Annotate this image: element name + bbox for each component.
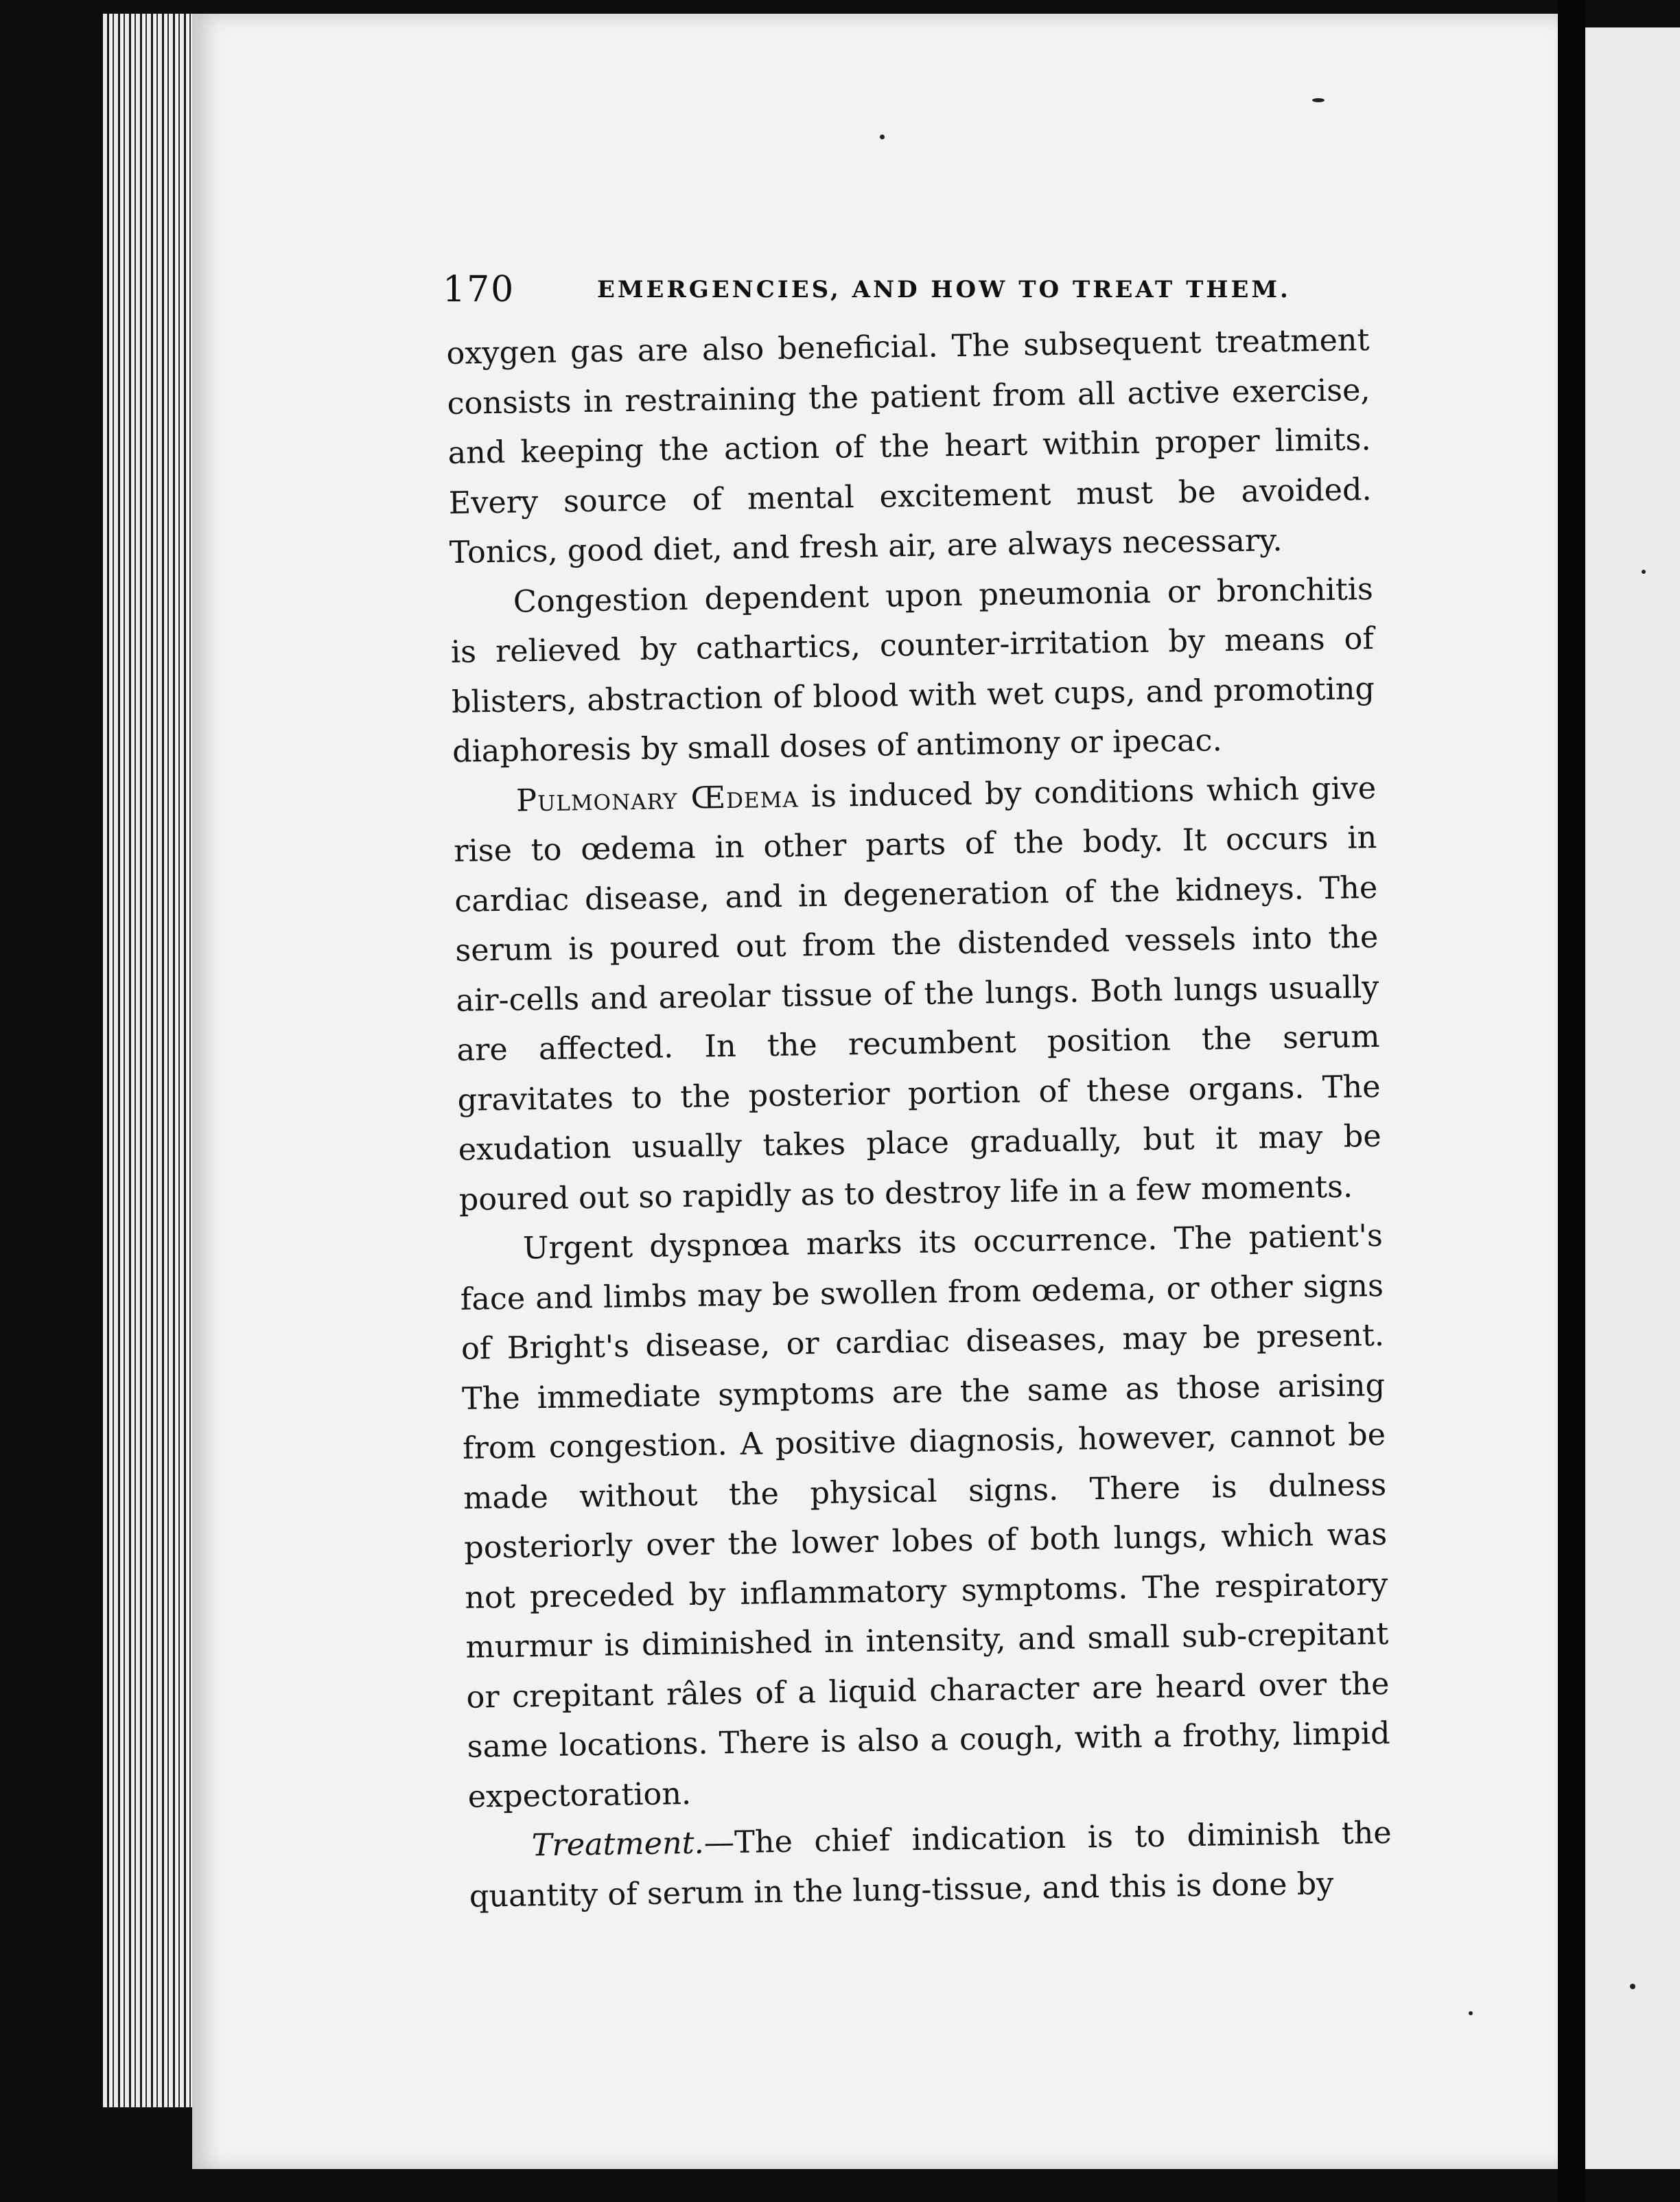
running-header [443, 269, 1362, 317]
paragraph: Congestion dependent upon pneumonia or bronchitis is relieved by cathartics, counter-irritation by means of blisters, abstraction of blood with wet cups, and promoting diaphoresis by small doses of antimony or ipecac. [450, 571, 1375, 769]
paragraph-text: is induced by conditions which give rise to œdema in other parts of the body. It occurs in cardiac disease, and in degeneration of the kidneys. The serum is poured out from the distended vessels into the air-cells and areolar tissue of the lungs. Both lungs usually are affected. In the recumbent position the serum gravitates to the posterior portion of these organs. The exudation usually takes place gradually, but it may be poured out so rapidly as to destroy life in a few moments. [453, 770, 1381, 1218]
paragraph: Urgent dyspnœa marks its occurrence. The patient's face and limbs may be swollen from œdema, or other signs of Bright's disease, or cardiac diseases, may be present. The immediate symptoms are the same as those arising from congestion. A positive diagnosis, however, cannot be made without the physical signs. There is dulness posteriorly over the lower lobes of both lungs, which was not preceded by inflammatory symptoms. The respiratory murmur is diminished in intensity, and small sub-crepitant or crepitant râles of a liquid character are heard over the same locations. There is also a cough, with a frothy, limpid expectoration. [460, 1218, 1390, 1815]
scan-speck [1642, 570, 1646, 574]
body-text [446, 316, 1392, 1922]
scan-speck [1312, 98, 1325, 102]
paragraph [468, 1809, 1392, 1922]
paragraph-text: —The chief indication is to diminish the quantity of serum in the lung-tissue, and this is done by [469, 1815, 1392, 1914]
paragraph [453, 763, 1383, 1225]
section-heading: Treatment. [531, 1825, 705, 1864]
scan-speck [1469, 2011, 1473, 2015]
running-title: EMERGENCIES, AND HOW TO TREAT THEM. [597, 276, 1291, 303]
right-gutter [1558, 0, 1585, 2202]
section-heading: Pulmonary Œdema [515, 778, 800, 819]
page-number: 170 [443, 269, 515, 310]
scan-speck [880, 135, 885, 139]
book-page-edges [103, 14, 192, 2107]
scan-speck [1630, 1984, 1635, 1989]
paragraph: oxygen gas are also beneficial. The subsequent treatment consists in restraining the patient from all active exercise, and keeping the action of the heart within proper limits. Every source of mental excitement must be avoided. Tonics, good diet, and fresh air, are always necessary. [446, 323, 1372, 570]
next-page-scrap [1585, 27, 1680, 2169]
